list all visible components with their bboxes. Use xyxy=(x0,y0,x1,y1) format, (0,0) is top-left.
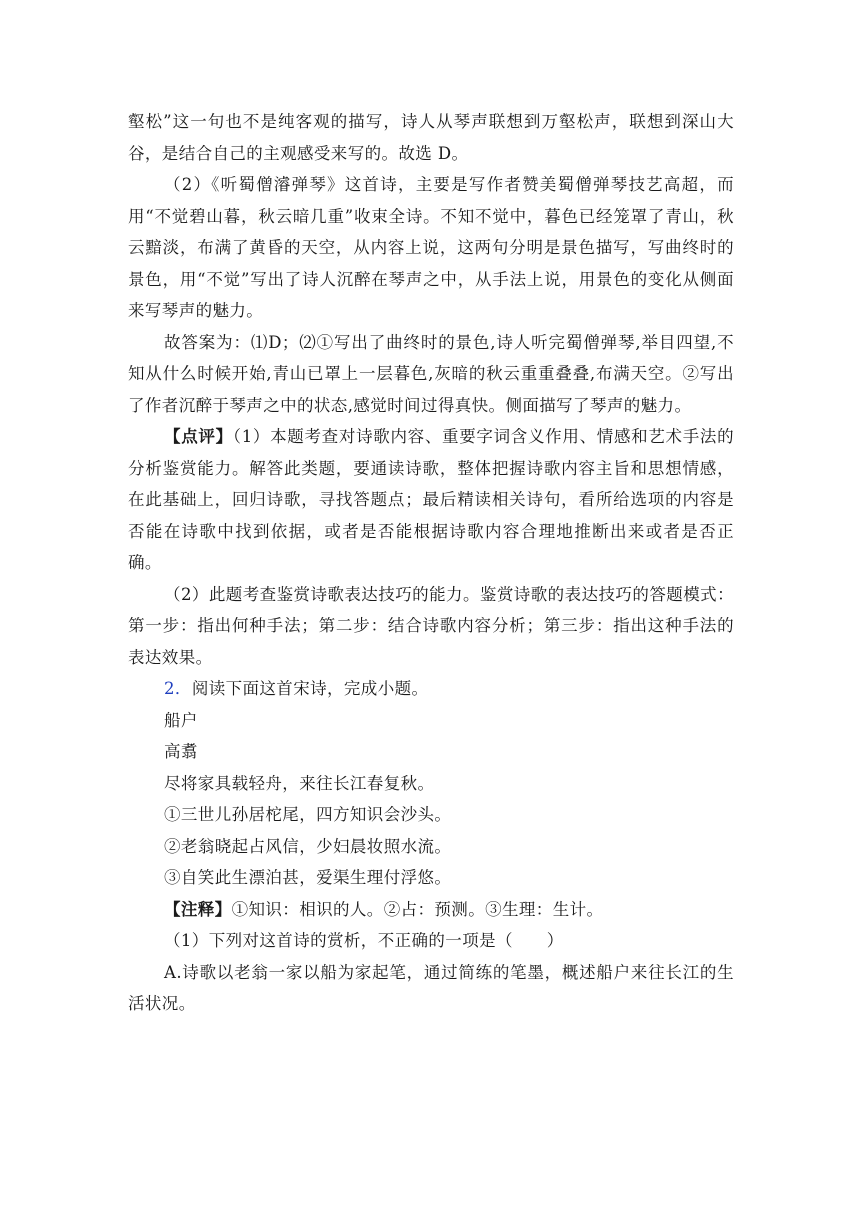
comment-text: （1）本题考查对诗歌内容、重要字词含义作用、情感和艺术手法的分析鉴赏能力。解答此类题，要通读诗歌，整体把握诗歌内容主旨和思想情感，在此基础上，回归诗歌，寻找答题点；最后精读相关诗句，看所给选项的内容是否能在诗歌中找到依据，或者是否能根据诗歌内容合理地推断出来或者是否正确。 xyxy=(128,427,735,572)
option-a: A.诗歌以老翁一家以船为家起笔，通过简练的笔墨，概述船户来往长江的生活状况。 xyxy=(128,962,734,1013)
answer-continuation: 壑松”这一句也不是纯客观的描写，诗人从琴声联想到万壑松声，联想到深山大谷，是结合自己的主观感受来写的。故选 D。 xyxy=(128,112,734,163)
analysis-paragraph-2: （2）《听蜀僧濬弹琴》这首诗，主要是写作者赞美蜀僧弹琴技艺高超，而用“不觉碧山暮，秋云暗几重”收束全诗。不知不觉中，暮色已经笼罩了青山，秋云黯淡，布满了黄昏的天空，从内容上说，这两句分明是景色描写，写曲终时的景色，用“不觉”写出了诗人沉醉在琴声之中，从手法上说，用景色的变化从侧面来写琴声的魅力。 xyxy=(128,175,734,320)
poem-title: 船户 xyxy=(164,710,198,730)
document-body xyxy=(128,106,734,1020)
question-prompt: 阅读下面这首宋诗，完成小题。 xyxy=(191,679,429,698)
notes-label: 【注释】 xyxy=(164,899,232,919)
comment-label: 【点评】 xyxy=(164,427,233,446)
poem-notes xyxy=(128,894,734,926)
poem-author: 高翥 xyxy=(164,742,198,761)
poem-line: ②老翁晓起占风信，少妇晨妆照水流。 xyxy=(164,836,452,856)
sub-question: （1）下列对这首诗的赏析，不正确的一项是（ ） xyxy=(164,931,564,950)
comment-paragraph-2: （2）此题考查鉴赏诗歌表达技巧的能力。鉴赏诗歌的表达技巧的答题模式：第一步：指出何种手法；第二步：结合诗歌内容分析；第三步：指出这种手法的表达效果。 xyxy=(128,584,734,667)
poem-line: ①三世儿孙居柁尾，四方知识会沙头。 xyxy=(164,805,452,824)
question-heading xyxy=(128,673,734,705)
comment-paragraph xyxy=(128,421,734,579)
poem-line: ③自笑此生漂泊甚，爱渠生理付浮悠。 xyxy=(164,868,452,887)
poem-line: 尽将家具载轻舟，来往长江春复秋。 xyxy=(164,773,435,793)
notes-text: ①知识：相识的人。②占：预测。③生理：生计。 xyxy=(231,899,604,919)
answer-summary: 故答案为：⑴D；⑵①写出了曲终时的景色,诗人听完蜀僧弹琴,举目四望,不知从什么时候开始,青山已罩上一层暮色,灰暗的秋云重重叠叠,布满天空。②写出了作者沉醉于琴声之中的状态,感觉时间过得真快。侧面描写了琴声的魅力。 xyxy=(128,332,734,415)
question-number: 2． xyxy=(164,679,192,698)
